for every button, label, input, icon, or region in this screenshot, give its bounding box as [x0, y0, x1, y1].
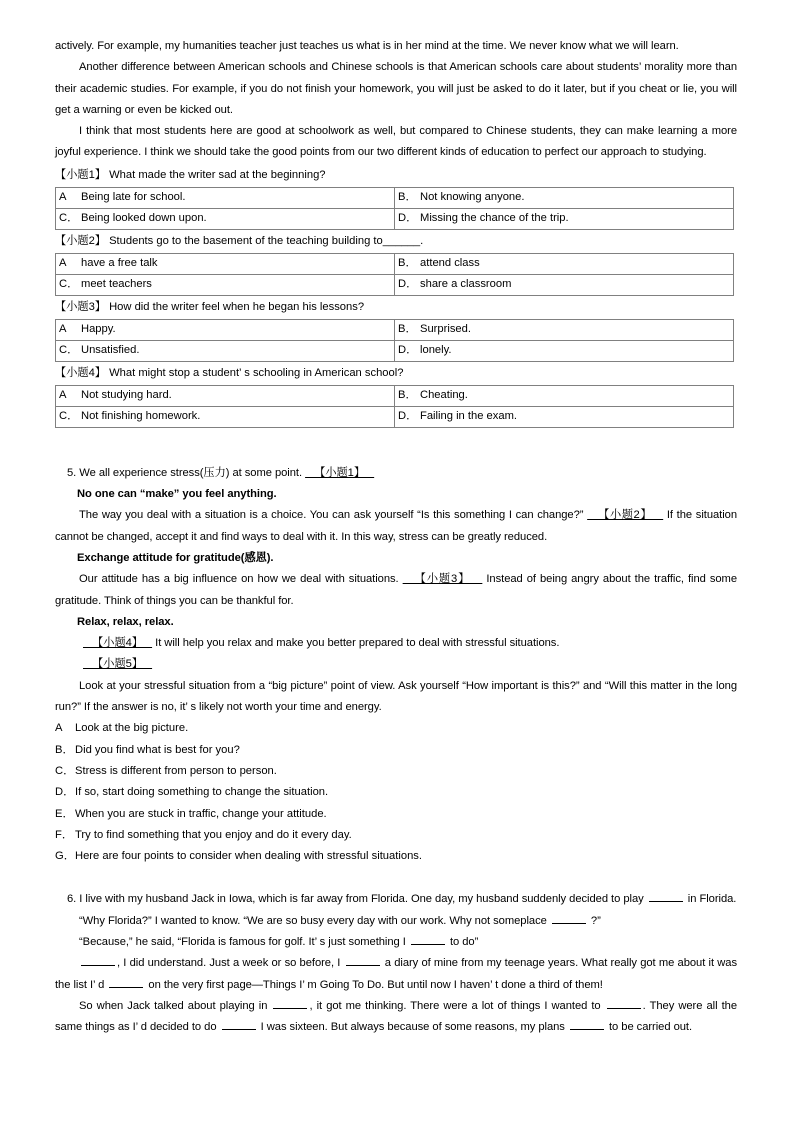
section6-p5-d: I was sixteen. But always because of some reasons, my plans: [257, 1021, 568, 1034]
section6-p2-a: “Why Florida?” I wanted to know. “We are so busy every day with our work. Why not someplace: [79, 914, 550, 927]
choice-text: Stress is different from person to person.: [75, 764, 277, 777]
fill-blank[interactable]: [109, 977, 143, 988]
option-text: Being late for school.: [81, 191, 186, 204]
choice-text: Did you find what is best for you?: [75, 743, 240, 756]
section5-choice-f[interactable]: [55, 825, 737, 846]
section-spacer: [55, 867, 737, 889]
choice-letter: C．: [55, 764, 75, 777]
table-row: [56, 253, 734, 274]
option-letter: C．: [59, 278, 79, 291]
question-stem-4: [55, 363, 737, 383]
section6-p2-b: ?”: [587, 914, 601, 927]
section5-p1-a: The way you deal with a situation is a choice. You can ask yourself “Is this something I can change?”: [79, 509, 588, 522]
fill-blank[interactable]: [649, 891, 683, 902]
option-cell-b[interactable]: [395, 319, 734, 340]
section6-p5-e: to be carried out.: [605, 1021, 693, 1034]
option-cell-d[interactable]: [395, 406, 734, 427]
option-cell-b[interactable]: [395, 187, 734, 208]
question-text-4: What might stop a student’ s schooling in American school?: [109, 366, 404, 379]
option-cell-c[interactable]: [56, 274, 395, 295]
fill-blank[interactable]: [411, 934, 445, 945]
option-text: Unsatisfied.: [81, 344, 140, 357]
choice-letter: A: [55, 722, 63, 735]
question-marker-4: 【小题4】: [55, 366, 106, 379]
question-marker-2: 【小题2】: [55, 234, 106, 247]
option-text: Surprised.: [420, 323, 471, 336]
section6-p4-d: on the very first page—Things I’ m Going To Do. But until now I haven’ t done a third of them!: [145, 978, 603, 991]
section5-choice-a[interactable]: [55, 718, 737, 739]
section5-blank-4: 【小题4】: [83, 637, 153, 650]
options-table-4: [55, 385, 734, 428]
option-text: Not finishing homework.: [81, 410, 201, 423]
question-stem-1: [55, 165, 737, 185]
question-text-2: Students go to the basement of the teaching building to______.: [109, 234, 424, 247]
options-table-2: [55, 253, 734, 296]
passage-paragraph-3: I think that most students here are good at schoolwork as well, but compared to Chinese students, they can make learning a more joyful experience. I think we should take the good points from our two different kinds of education to perfect our approach to studying.: [55, 125, 737, 159]
section6-p3-a: “Because,” he said, “Florida is famous for golf. It’ s just something I: [79, 936, 409, 949]
option-letter: D．: [398, 410, 418, 423]
option-text: Happy.: [81, 323, 116, 336]
section5-heading-1: No one can “make” you feel anything.: [77, 488, 277, 501]
fill-blank[interactable]: [273, 998, 307, 1009]
option-cell-c[interactable]: [56, 406, 395, 427]
option-text: Cheating.: [420, 389, 468, 402]
option-text: have a free talk: [81, 257, 158, 270]
choice-text: Try to find something that you enjoy and do it every day.: [75, 828, 352, 841]
section5-p2-a: Our attitude has a big influence on how we deal with situations.: [79, 573, 403, 586]
option-letter: C．: [59, 344, 79, 357]
section6-p3-b: to do”: [446, 936, 479, 949]
option-letter: C．: [59, 410, 79, 423]
choice-letter: G．: [55, 850, 75, 863]
fill-blank[interactable]: [222, 1019, 256, 1030]
option-text: meet teachers: [81, 278, 152, 291]
option-letter: B．: [398, 323, 417, 336]
section5-paragraph-3: [55, 633, 737, 654]
choice-letter: D．: [55, 786, 75, 799]
section5-choice-c[interactable]: [55, 761, 737, 782]
section5-choice-b[interactable]: [55, 740, 737, 761]
option-letter: A: [59, 389, 67, 402]
choice-letter: B．: [55, 743, 74, 756]
table-row: [56, 187, 734, 208]
option-text: lonely.: [420, 344, 452, 357]
section6-paragraph-5: [55, 996, 737, 1039]
option-letter: D．: [398, 212, 418, 225]
section5-number: 5.: [67, 466, 80, 479]
section-spacer: [55, 429, 737, 463]
options-table-3: [55, 319, 734, 362]
section6-paragraph-4: [55, 953, 737, 996]
question-text-1: What made the writer sad at the beginning?: [109, 168, 326, 181]
section5-intro-text: We all experience stress(压力) at some point.: [79, 466, 306, 479]
table-row: [56, 340, 734, 361]
fill-blank[interactable]: [570, 1019, 604, 1030]
choice-text: Look at the big picture.: [75, 722, 189, 735]
section5-p2-b: Instead of being angry about the traffic, find some gratitude. Think of things you can be thankful for.: [55, 573, 737, 607]
fill-blank[interactable]: [346, 955, 380, 966]
option-letter: A: [59, 257, 67, 270]
section5-paragraph-4: [55, 654, 737, 675]
section6-number: 6.: [67, 893, 80, 906]
option-cell-b[interactable]: [395, 385, 734, 406]
section5-blank-3: 【小题3】: [402, 573, 483, 586]
section5-intro: [55, 463, 737, 484]
section6-p4-b: , I did understand. Just a week or so before, I: [117, 957, 344, 970]
option-letter: D．: [398, 344, 418, 357]
table-row: [56, 274, 734, 295]
section6-p5-a: So when Jack talked about playing in: [79, 999, 272, 1012]
option-cell-a[interactable]: [56, 187, 395, 208]
table-row: [56, 319, 734, 340]
section5-blank-5: 【小题5】: [83, 658, 153, 671]
section5-p3-a: It will help you relax and make you better prepared to deal with stressful situations.: [152, 637, 560, 650]
question-marker-1: 【小题1】: [55, 168, 106, 181]
choice-text: If so, start doing something to change the situation.: [75, 786, 329, 799]
options-table-1: [55, 187, 734, 230]
choice-letter: F．: [55, 828, 74, 841]
fill-blank[interactable]: [552, 913, 586, 924]
section5-paragraph-2: [55, 569, 737, 612]
question-marker-3: 【小题3】: [55, 300, 106, 313]
table-row: [56, 208, 734, 229]
fill-blank[interactable]: [81, 955, 115, 966]
option-letter: A: [59, 191, 67, 204]
section5-choice-e[interactable]: [55, 804, 737, 825]
option-text: attend class: [420, 257, 480, 270]
section6-p5-c: . They were all the same things as I’ d decided to do: [55, 999, 737, 1034]
option-text: Not studying hard.: [81, 389, 172, 402]
section5-choice-g[interactable]: [55, 846, 737, 867]
section5-blank-1: 【小题1】: [305, 466, 375, 479]
passage-paragraph-2: Another difference between American schools and Chinese schools is that American schools care about students’ morality more than their academic studies. For example, if you do not finish your homework, you will just be asked to do it later, but if you cheat or lie, you will get a warning or even be kicked out.: [55, 61, 737, 116]
section6-paragraph-2: [55, 911, 737, 932]
option-cell-c[interactable]: [56, 340, 395, 361]
question-stem-3: [55, 297, 737, 317]
section5-heading-2: Exchange attitude for gratitude(感恩).: [77, 551, 274, 564]
option-text: share a classroom: [420, 278, 512, 291]
section5-choice-d[interactable]: [55, 782, 737, 803]
table-row: [56, 385, 734, 406]
section6-p1-b: in Florida.: [684, 893, 737, 906]
option-text: Failing in the exam.: [420, 410, 518, 423]
question-text-3: How did the writer feel when he began his lessons?: [109, 300, 365, 313]
option-letter: C．: [59, 212, 79, 225]
choice-text: Here are four points to consider when dealing with stressful situations.: [75, 850, 422, 863]
section5-paragraph-1: [55, 505, 737, 548]
option-cell-b[interactable]: [395, 253, 734, 274]
section6-p4-c: a diary of mine from my teenage years. What really got me about it was the list I’ d: [55, 957, 737, 991]
option-cell-d[interactable]: [395, 274, 734, 295]
passage-paragraph-1: actively. For example, my humanities teacher just teaches us what is in her mind at the time. We never know what we will learn.: [55, 40, 679, 52]
option-text: Being looked down upon.: [81, 212, 207, 225]
section6-paragraph-1: [55, 889, 737, 910]
section5-paragraph-5: Look at your stressful situation from a “big picture” point of view. Ask yourself “How important is this?” and “Will this matter in the long run?” If the answer is no, it’ s likely not worth your time and energy.: [55, 679, 737, 714]
question-stem-2: [55, 231, 737, 251]
option-text: Not knowing anyone.: [420, 191, 525, 204]
option-letter: D．: [398, 278, 418, 291]
option-cell-d[interactable]: [395, 208, 734, 229]
section6-p5-b: , it got me thinking. There were a lot of things I wanted to: [309, 999, 605, 1012]
fill-blank[interactable]: [607, 998, 641, 1009]
section5-heading-3: Relax, relax, relax.: [77, 615, 174, 628]
section6-p1-a: I live with my husband Jack in Iowa, which is far away from Florida. One day, my husband suddenly decided to play: [79, 893, 647, 906]
option-text: Missing the chance of the trip.: [420, 212, 569, 225]
option-cell-a[interactable]: [56, 319, 395, 340]
choice-text: When you are stuck in traffic, change your attitude.: [75, 807, 327, 820]
option-cell-c[interactable]: [56, 208, 395, 229]
section5-p1-b: If the situation cannot be changed, accept it and find ways to deal with it. In this way, stress can be greatly reduced.: [55, 509, 737, 543]
option-letter: A: [59, 323, 67, 336]
option-letter: B．: [398, 257, 417, 270]
option-letter: B．: [398, 389, 417, 402]
option-cell-a[interactable]: [56, 385, 395, 406]
section5-blank-2: 【小题2】: [587, 509, 664, 522]
option-letter: B．: [398, 191, 417, 204]
choice-letter: E．: [55, 807, 74, 820]
table-row: [56, 406, 734, 427]
section6-paragraph-3: [55, 932, 737, 953]
option-cell-d[interactable]: [395, 340, 734, 361]
option-cell-a[interactable]: [56, 253, 395, 274]
